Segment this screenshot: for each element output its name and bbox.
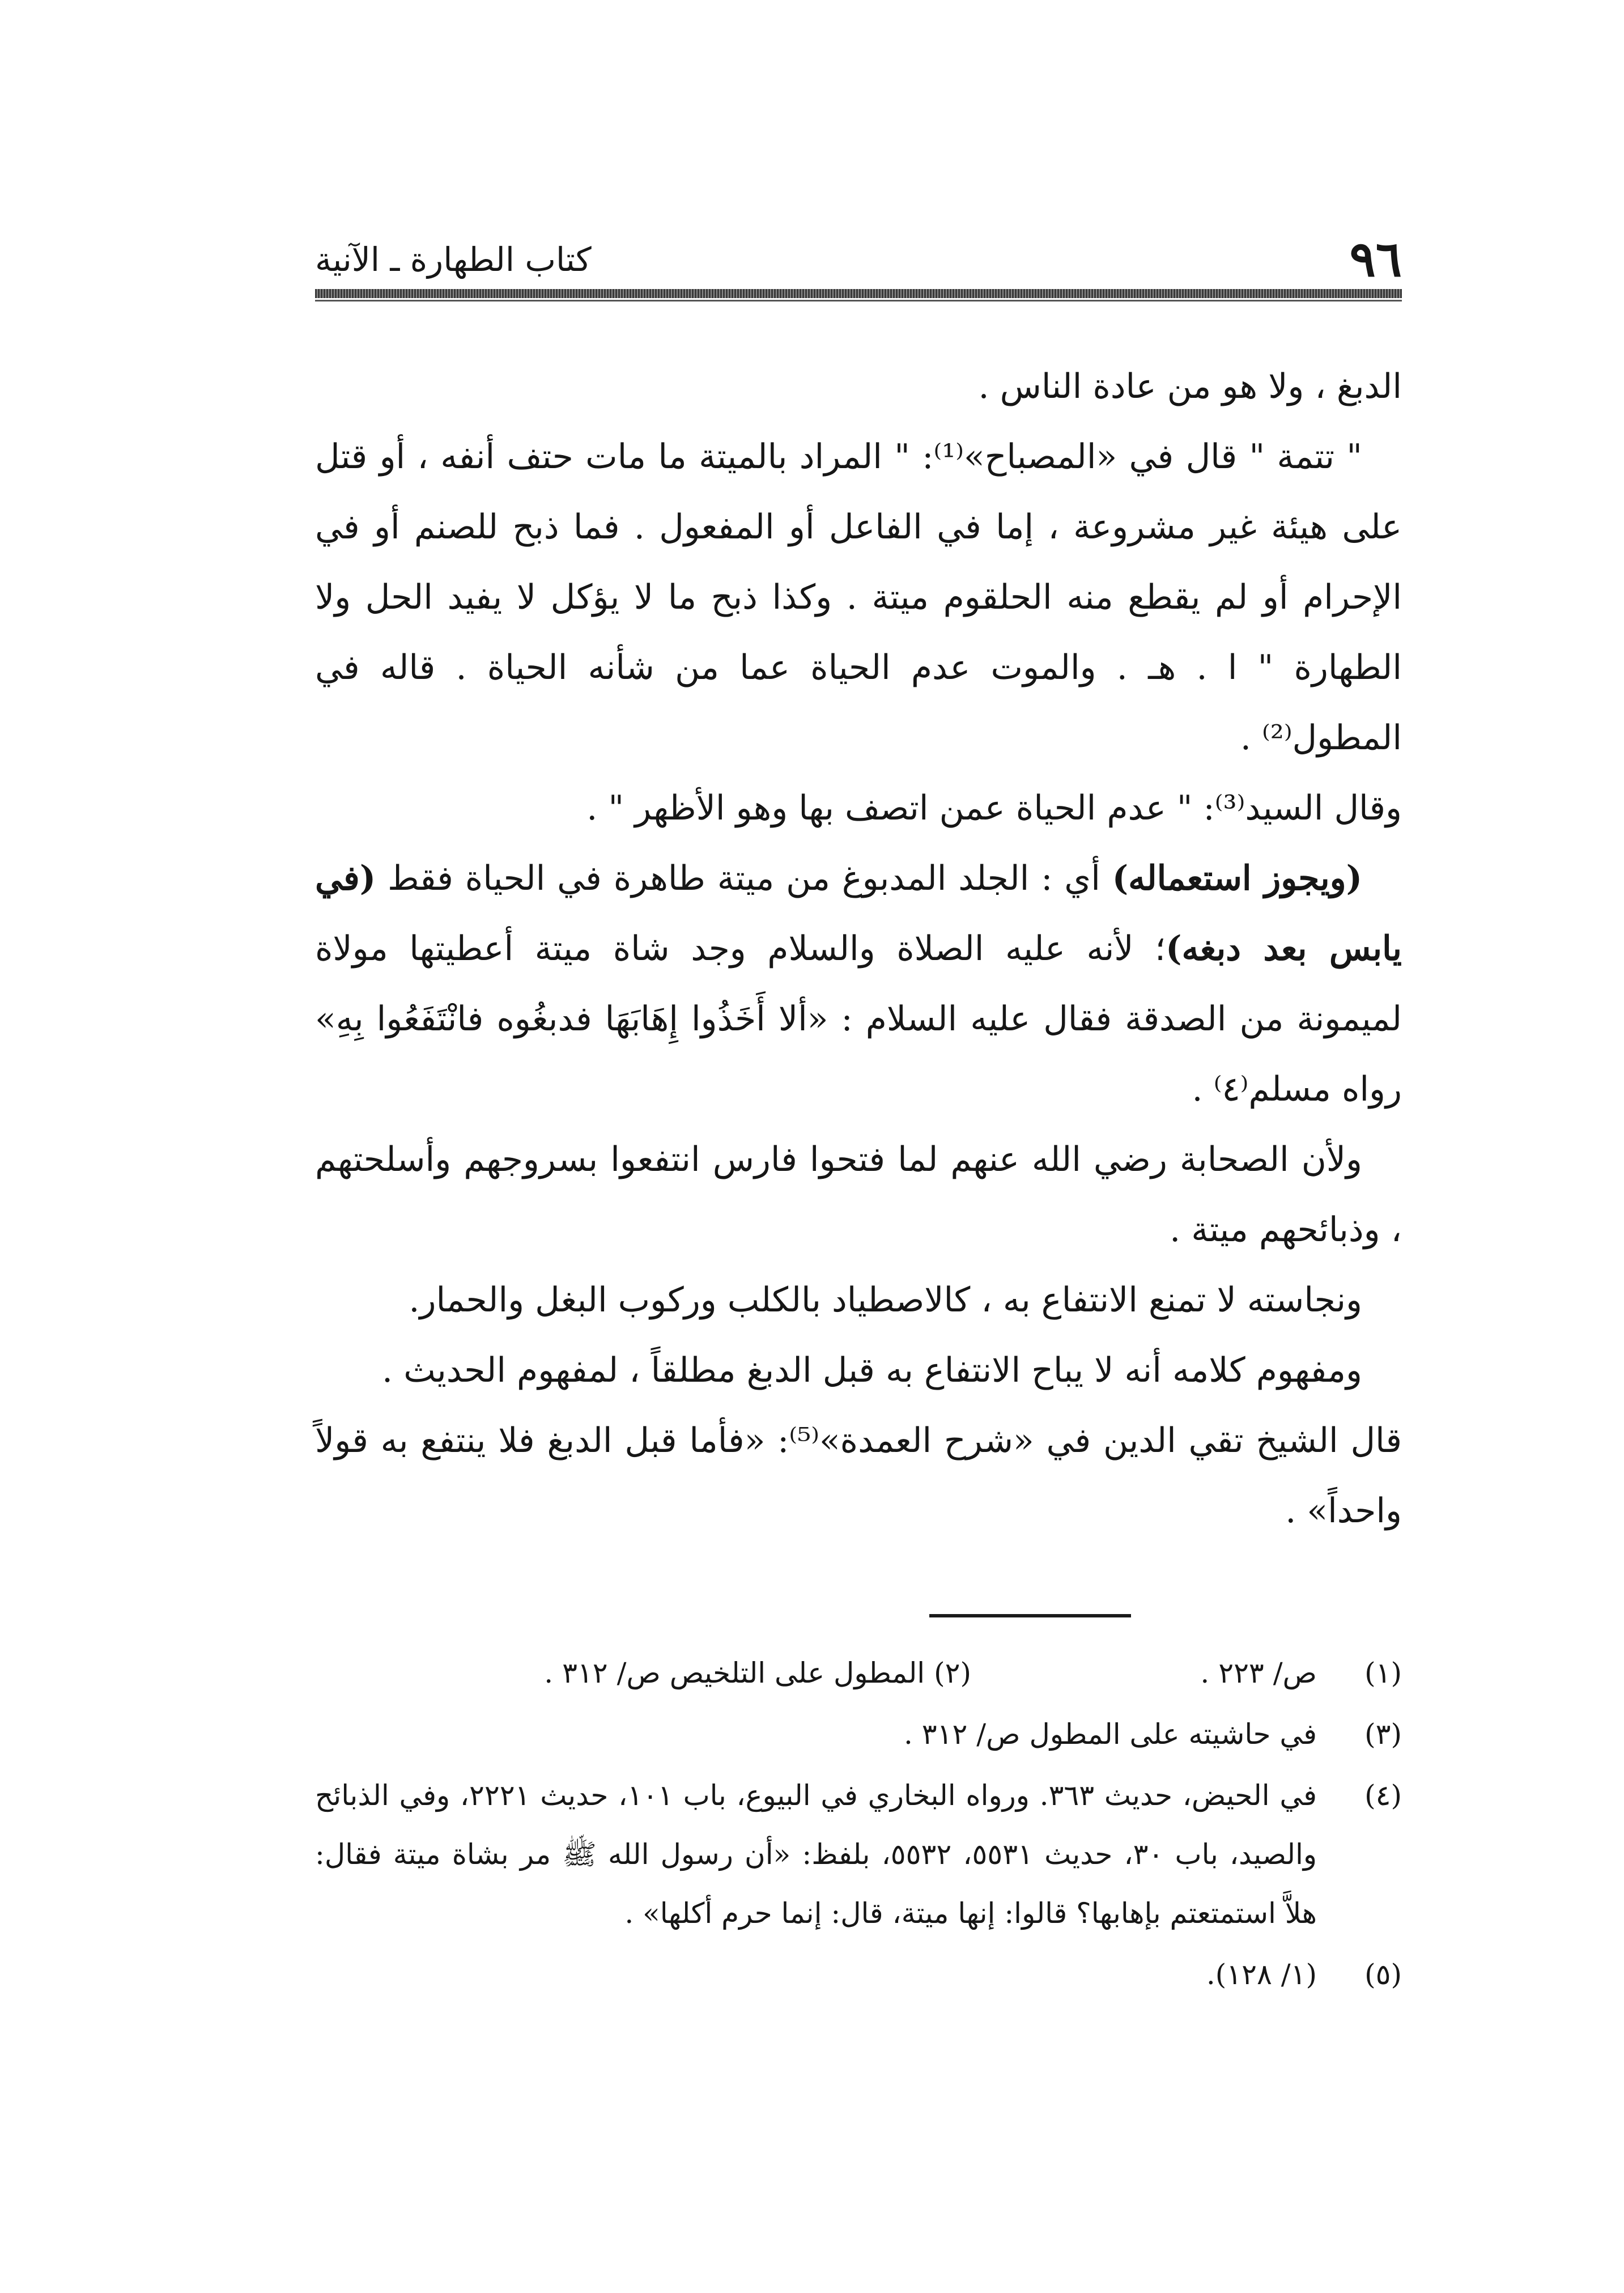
header-rule bbox=[315, 289, 1402, 298]
text-segment: ونجاسته لا تمنع الانتفاع به ، كالاصطياد بالكلب وركوب البغل والحمار. bbox=[409, 1280, 1362, 1320]
page-header bbox=[315, 231, 1402, 288]
paragraph bbox=[315, 773, 1402, 843]
footnote-5 bbox=[315, 1945, 1402, 2004]
paragraph bbox=[315, 422, 1402, 773]
footnote-text: في الحيض، حديث ٣٦٣. ورواه البخاري في البيوع، باب ١٠١، حديث ٢٢٢١، وفي الذبائح والصيد، باب ٣٠، حديث ٥٥٣١، ٥٥٣٢، بلفظ: «أن رسول الله ﷺ مر بشاة ميتة فقال: هلاَّ استمتعتم بإهابها؟ قالوا: إنها ميتة، قال: إنما حرم أكلها» . bbox=[315, 1779, 1317, 1930]
footnote-number: (٢) bbox=[934, 1657, 971, 1689]
footnote-text: ص/ ٢٢٣ . bbox=[1200, 1657, 1317, 1689]
text-segment: قال الشيخ تقي الدين في «شرح العمدة»⁽⁵⁾: «فأما قبل الدبغ فلا ينتفع به قولاً واحداً» . bbox=[315, 1421, 1402, 1531]
header-rule-thin bbox=[315, 300, 1402, 302]
bold-text-segment: (في يابس بعد دبغه) bbox=[315, 859, 1402, 969]
paragraph bbox=[315, 351, 1402, 422]
footnote-separator bbox=[929, 1614, 1131, 1617]
paragraph bbox=[315, 1335, 1402, 1405]
footnote-text: في حاشيته على المطول ص/ ٣١٢ . bbox=[903, 1718, 1317, 1751]
footnote-2 bbox=[544, 1644, 971, 1702]
footnote-text: المطول على التلخيص ص/ ٣١٢ . bbox=[544, 1657, 925, 1689]
footnotes bbox=[315, 1644, 1402, 2006]
paragraph bbox=[315, 1265, 1402, 1335]
text-segment: " تتمة " قال في «المصباح»⁽¹⁾: " المراد بالميتة ما مات حتف أنفه ، أو قتل على هيئة غير مشروعة ، إما في الفاعل أو المفعول . فما ذبح للصنم أو في الإحرام أو لم يقطع منه الحلقوم ميتة . وكذا ذبح ما لا يؤكل لا يفيد الحل ولا الطهارة " ا . هـ . والموت عدم الحياة عما من شأنه الحياة . قاله في المطول⁽²⁾ . bbox=[315, 437, 1402, 758]
text-segment: أي : الجلد المدبوغ من ميتة طاهرة في الحياة فقط bbox=[376, 859, 1112, 898]
footnote-text: (١/ ١٢٨). bbox=[1206, 1958, 1317, 1991]
footnote-number: (٣) bbox=[1364, 1718, 1402, 1751]
footnote-number: (٤) bbox=[1364, 1779, 1402, 1812]
text-segment: ومفهوم كلامه أنه لا يباح الانتفاع به قبل الدبغ مطلقاً ، لمفهوم الحديث . bbox=[382, 1351, 1362, 1390]
paragraph bbox=[315, 843, 1402, 1124]
footnote-number: (٥) bbox=[1364, 1958, 1402, 1991]
text-segment: وقال السيد⁽³⁾: " عدم الحياة عمن اتصف بها وهو الأظهر " . bbox=[586, 788, 1402, 828]
main-text bbox=[315, 351, 1402, 1546]
footnote-row-1-2 bbox=[315, 1644, 1402, 1702]
bold-text-segment: (ويجوز استعماله) bbox=[1112, 859, 1363, 898]
paragraph bbox=[315, 1124, 1402, 1265]
text-segment: ولأن الصحابة رضي الله عنهم لما فتحوا فارس انتفعوا بسروجهم وأسلحتهم ، وذبائحهم ميتة . bbox=[315, 1140, 1402, 1250]
footnote-4 bbox=[315, 1766, 1402, 1943]
text-segment: ؛ لأنه عليه الصلاة والسلام وجد شاة ميتة أعطيتها مولاة لميمونة من الصدقة فقال عليه السلام : «ألا أَخَذُوا إِهَابَهَا فدبغُوه فانْتَفَعُوا بِهِ» رواه مسلم⁽٤⁾ . bbox=[315, 929, 1402, 1109]
page-number: ٩٦ bbox=[1349, 231, 1402, 288]
paragraph bbox=[315, 1405, 1402, 1546]
footnote-3 bbox=[315, 1705, 1402, 1764]
footnote-number: (١) bbox=[1364, 1657, 1402, 1689]
running-title: كتاب الطهارة ـ الآنية bbox=[315, 240, 592, 279]
text-segment: الدبغ ، ولا هو من عادة الناس . bbox=[978, 367, 1402, 406]
